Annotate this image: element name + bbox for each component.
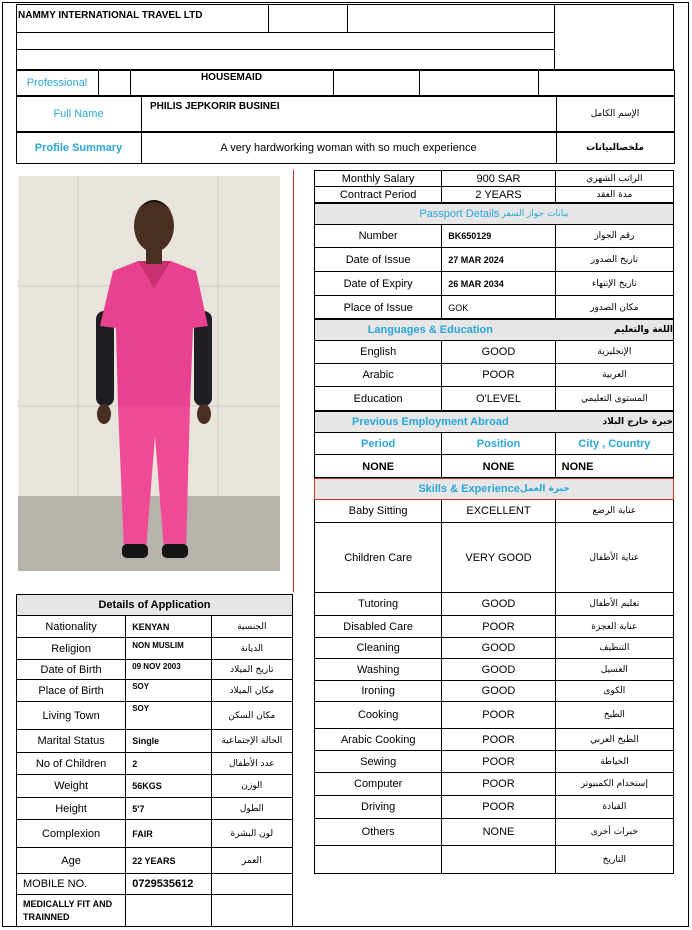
skill-label: Arabic Cooking bbox=[315, 729, 442, 750]
application-row bbox=[17, 848, 292, 874]
skill-value: GOOD bbox=[442, 638, 555, 658]
skills-title-ar: خبرة العمل bbox=[519, 484, 570, 494]
skill-row bbox=[315, 846, 673, 874]
medical-row bbox=[16, 895, 293, 927]
application-ar: الديانة bbox=[240, 643, 264, 654]
passport-value: 26 MAR 2034 bbox=[442, 272, 555, 295]
skill-ar: عناية العجزة bbox=[591, 621, 638, 632]
skill-ar: التنظيف bbox=[599, 643, 630, 653]
passport-label: Date of Issue bbox=[315, 248, 442, 271]
application-label: Religion bbox=[17, 638, 126, 659]
skill-row bbox=[315, 702, 673, 729]
employment-position: NONE bbox=[442, 455, 555, 478]
passport-row bbox=[315, 296, 673, 319]
candidate-photo bbox=[18, 176, 280, 571]
passport-ar: تاريخ الصدور bbox=[590, 254, 638, 265]
employment-col-period: Period bbox=[315, 433, 442, 454]
application-row bbox=[17, 775, 292, 798]
skill-row bbox=[315, 751, 673, 773]
application-row bbox=[17, 616, 292, 638]
passport-title-ar: بيانات جواز السفر bbox=[501, 209, 569, 219]
contract-ar: الراتب الشهري bbox=[586, 173, 643, 184]
application-label: Complexion bbox=[17, 820, 126, 847]
application-label: Height bbox=[17, 798, 126, 819]
employment-title-ar: خبرة خارج البلاد bbox=[602, 417, 673, 427]
language-ar: العربية bbox=[602, 370, 627, 380]
application-label: Place of Birth bbox=[17, 680, 126, 701]
skill-label: Computer bbox=[315, 773, 442, 795]
application-value: Single bbox=[126, 730, 211, 752]
application-label: No of Children bbox=[17, 753, 126, 774]
passport-title: Passport Details bbox=[419, 208, 500, 220]
skill-label: Washing bbox=[315, 659, 442, 680]
passport-label: Date of Expiry bbox=[315, 272, 442, 295]
skill-ar: إستخدام الكمبيوتر bbox=[580, 779, 648, 789]
skill-value: GOOD bbox=[442, 659, 555, 680]
skills-section-header bbox=[314, 478, 674, 500]
skill-value: VERY GOOD bbox=[442, 523, 555, 592]
full-name-value: PHILIS JEPKORIR BUSINEI bbox=[150, 101, 280, 112]
contract-label: Contract Period bbox=[315, 187, 442, 203]
passport-value: 27 MAR 2024 bbox=[442, 248, 555, 271]
medical-status: MEDICALLY FIT AND TRAINNED bbox=[17, 895, 126, 926]
language-row bbox=[315, 341, 673, 364]
professional-label: Professional bbox=[26, 77, 88, 89]
position-value: HOUSEMAID bbox=[200, 72, 263, 83]
employment-col-city: City , Country bbox=[578, 437, 651, 450]
application-label: Age bbox=[17, 848, 126, 874]
languages-title: Languages & Education bbox=[367, 324, 493, 336]
skill-label: Ironing bbox=[315, 681, 442, 701]
passport-value: GOK bbox=[442, 296, 555, 319]
application-value: 56KGS bbox=[126, 775, 211, 797]
skill-label: Baby Sitting bbox=[315, 500, 442, 522]
application-value: KENYAN bbox=[126, 616, 211, 637]
application-table bbox=[16, 616, 293, 874]
skill-row bbox=[315, 523, 673, 593]
application-ar: تاريخ الميلاد bbox=[230, 664, 274, 675]
skill-label: Disabled Care bbox=[315, 616, 442, 637]
skill-label: Sewing bbox=[315, 751, 442, 772]
languages-title-ar: اللغة والتعليم bbox=[613, 325, 673, 335]
contract-ar: مدة العقد bbox=[596, 190, 633, 200]
skill-ar: الطبخ العربي bbox=[590, 734, 639, 745]
passport-section-header bbox=[314, 203, 674, 225]
skill-ar: عناية الأطفال bbox=[589, 552, 640, 563]
application-row bbox=[17, 638, 292, 660]
application-row bbox=[17, 798, 292, 820]
application-ar: الطول bbox=[239, 803, 264, 814]
contract-value: 900 SAR bbox=[442, 171, 555, 186]
logo-box bbox=[554, 4, 674, 70]
application-row bbox=[17, 820, 292, 848]
application-ar: الوزن bbox=[241, 781, 263, 791]
employment-header-row bbox=[315, 433, 673, 455]
language-label: Arabic bbox=[315, 364, 442, 386]
passport-label: Number bbox=[315, 225, 442, 247]
skill-ar: التاريخ bbox=[602, 855, 627, 865]
skill-value: POOR bbox=[442, 773, 555, 795]
employment-row bbox=[315, 455, 673, 478]
skill-row bbox=[315, 819, 673, 846]
skill-label: Cleaning bbox=[315, 638, 442, 658]
application-value: SOY bbox=[126, 680, 211, 701]
skill-label: Tutoring bbox=[315, 593, 442, 615]
full-name-ar: الإسم الكامل bbox=[590, 109, 640, 119]
skill-ar: الغسيل bbox=[600, 664, 628, 675]
skill-ar: القيادة bbox=[602, 802, 627, 812]
application-row bbox=[17, 753, 292, 775]
application-value: FAIR bbox=[126, 820, 211, 847]
skill-row bbox=[315, 681, 673, 702]
skill-value: GOOD bbox=[442, 593, 555, 615]
language-value: POOR bbox=[442, 364, 555, 386]
skills-title: Skills & Experience bbox=[418, 483, 520, 495]
application-row bbox=[17, 730, 292, 753]
application-ar: مكان السكن bbox=[228, 710, 276, 721]
passport-value: BK650129 bbox=[442, 225, 555, 247]
application-row bbox=[17, 702, 292, 730]
passport-table bbox=[314, 225, 674, 319]
skill-value: POOR bbox=[442, 702, 555, 728]
application-value: SOY bbox=[126, 702, 211, 729]
full-name-label: Full Name bbox=[53, 108, 104, 120]
skill-value: POOR bbox=[442, 729, 555, 750]
profile-summary-value: A very hardworking woman with so much experience bbox=[220, 142, 477, 154]
application-ar: العمر bbox=[241, 856, 262, 866]
application-section-header bbox=[16, 594, 293, 616]
skill-label bbox=[315, 846, 442, 874]
skill-value: GOOD bbox=[442, 681, 555, 701]
application-label: Living Town bbox=[17, 702, 126, 729]
skill-row bbox=[315, 500, 673, 523]
skill-label: Others bbox=[315, 819, 442, 845]
employment-section-header bbox=[314, 411, 674, 433]
skill-value: POOR bbox=[442, 616, 555, 637]
skill-value: NONE bbox=[442, 819, 555, 845]
contract-table bbox=[314, 170, 674, 203]
skill-row bbox=[315, 638, 673, 659]
languages-section-header bbox=[314, 319, 674, 341]
passport-row bbox=[315, 225, 673, 248]
application-ar: مكان الميلاد bbox=[229, 685, 275, 696]
contract-label: Monthly Salary bbox=[315, 171, 442, 186]
application-value: NON MUSLIM bbox=[126, 638, 211, 659]
skill-value: POOR bbox=[442, 796, 555, 818]
passport-ar: رقم الجواز bbox=[594, 231, 635, 241]
skill-ar: الكوى bbox=[603, 686, 626, 696]
skill-label: Children Care bbox=[315, 523, 442, 592]
skill-row bbox=[315, 593, 673, 616]
profile-summary-ar: ملخصالبيانات bbox=[586, 143, 644, 153]
employment-title: Previous Employment Abroad bbox=[352, 416, 509, 428]
application-label: Nationality bbox=[17, 616, 126, 637]
language-ar: المستوى التعليمي bbox=[581, 394, 648, 404]
contract-row bbox=[315, 171, 673, 187]
mobile-value: 0729535612 bbox=[126, 874, 211, 894]
application-label: Marital Status bbox=[17, 730, 126, 752]
mobile-label: MOBILE NO. bbox=[17, 874, 126, 894]
employment-city: NONE bbox=[561, 460, 594, 473]
application-row bbox=[17, 660, 292, 680]
languages-table bbox=[314, 341, 674, 411]
professional-row bbox=[16, 70, 675, 96]
skill-ar: عناية الرضع bbox=[592, 506, 637, 516]
language-row bbox=[315, 364, 673, 387]
skill-ar: الطبخ bbox=[603, 710, 625, 720]
application-label: Date of Birth bbox=[17, 660, 126, 679]
contract-value: 2 YEARS bbox=[442, 187, 555, 203]
profile-summary-label: Profile Summary bbox=[34, 142, 123, 154]
skill-row bbox=[315, 616, 673, 638]
skill-value: EXCELLENT bbox=[442, 500, 555, 522]
company-name: NAMMY INTERNATIONAL TRAVEL LTD bbox=[18, 10, 203, 21]
skill-row bbox=[315, 659, 673, 681]
language-row bbox=[315, 387, 673, 411]
mobile-row bbox=[16, 873, 293, 895]
application-ar: لون البشرة bbox=[230, 828, 274, 839]
application-value: 2 bbox=[126, 753, 211, 774]
skill-ar: تعليم الأطفال bbox=[589, 599, 640, 609]
skill-label: Cooking bbox=[315, 702, 442, 728]
skill-row bbox=[315, 796, 673, 819]
language-label: English bbox=[315, 341, 442, 363]
language-ar: الإنجليزية bbox=[597, 347, 632, 357]
passport-row bbox=[315, 272, 673, 296]
skill-ar: الخياطة bbox=[600, 756, 629, 767]
application-value: 5'7 bbox=[126, 798, 211, 819]
skill-value bbox=[442, 846, 555, 874]
passport-ar: مكان الصدور bbox=[590, 302, 639, 313]
employment-period: NONE bbox=[315, 455, 442, 478]
language-value: GOOD bbox=[442, 341, 555, 363]
passport-ar: تاريخ الإنتهاء bbox=[591, 278, 637, 289]
language-value: O'LEVEL bbox=[442, 387, 555, 411]
skill-ar: خبرات أخرى bbox=[590, 827, 638, 837]
application-title: Details of Application bbox=[98, 599, 211, 611]
application-ar: الجنسية bbox=[237, 621, 267, 632]
skills-table bbox=[314, 500, 674, 874]
employment-col-position: Position bbox=[442, 433, 555, 454]
language-label: Education bbox=[315, 387, 442, 411]
skill-row bbox=[315, 773, 673, 796]
application-value: 09 NOV 2003 bbox=[126, 660, 211, 679]
application-row bbox=[17, 680, 292, 702]
application-ar: الحالة الإجتماعية bbox=[221, 736, 283, 746]
application-ar: عدد الأطفال bbox=[229, 758, 275, 769]
skill-value: POOR bbox=[442, 751, 555, 772]
application-value: 22 YEARS bbox=[126, 848, 211, 874]
application-label: Weight bbox=[17, 775, 126, 797]
skill-label: Driving bbox=[315, 796, 442, 818]
passport-label: Place of Issue bbox=[315, 296, 442, 319]
passport-row bbox=[315, 248, 673, 272]
contract-row bbox=[315, 187, 673, 203]
employment-table bbox=[314, 433, 674, 478]
skill-row bbox=[315, 729, 673, 751]
